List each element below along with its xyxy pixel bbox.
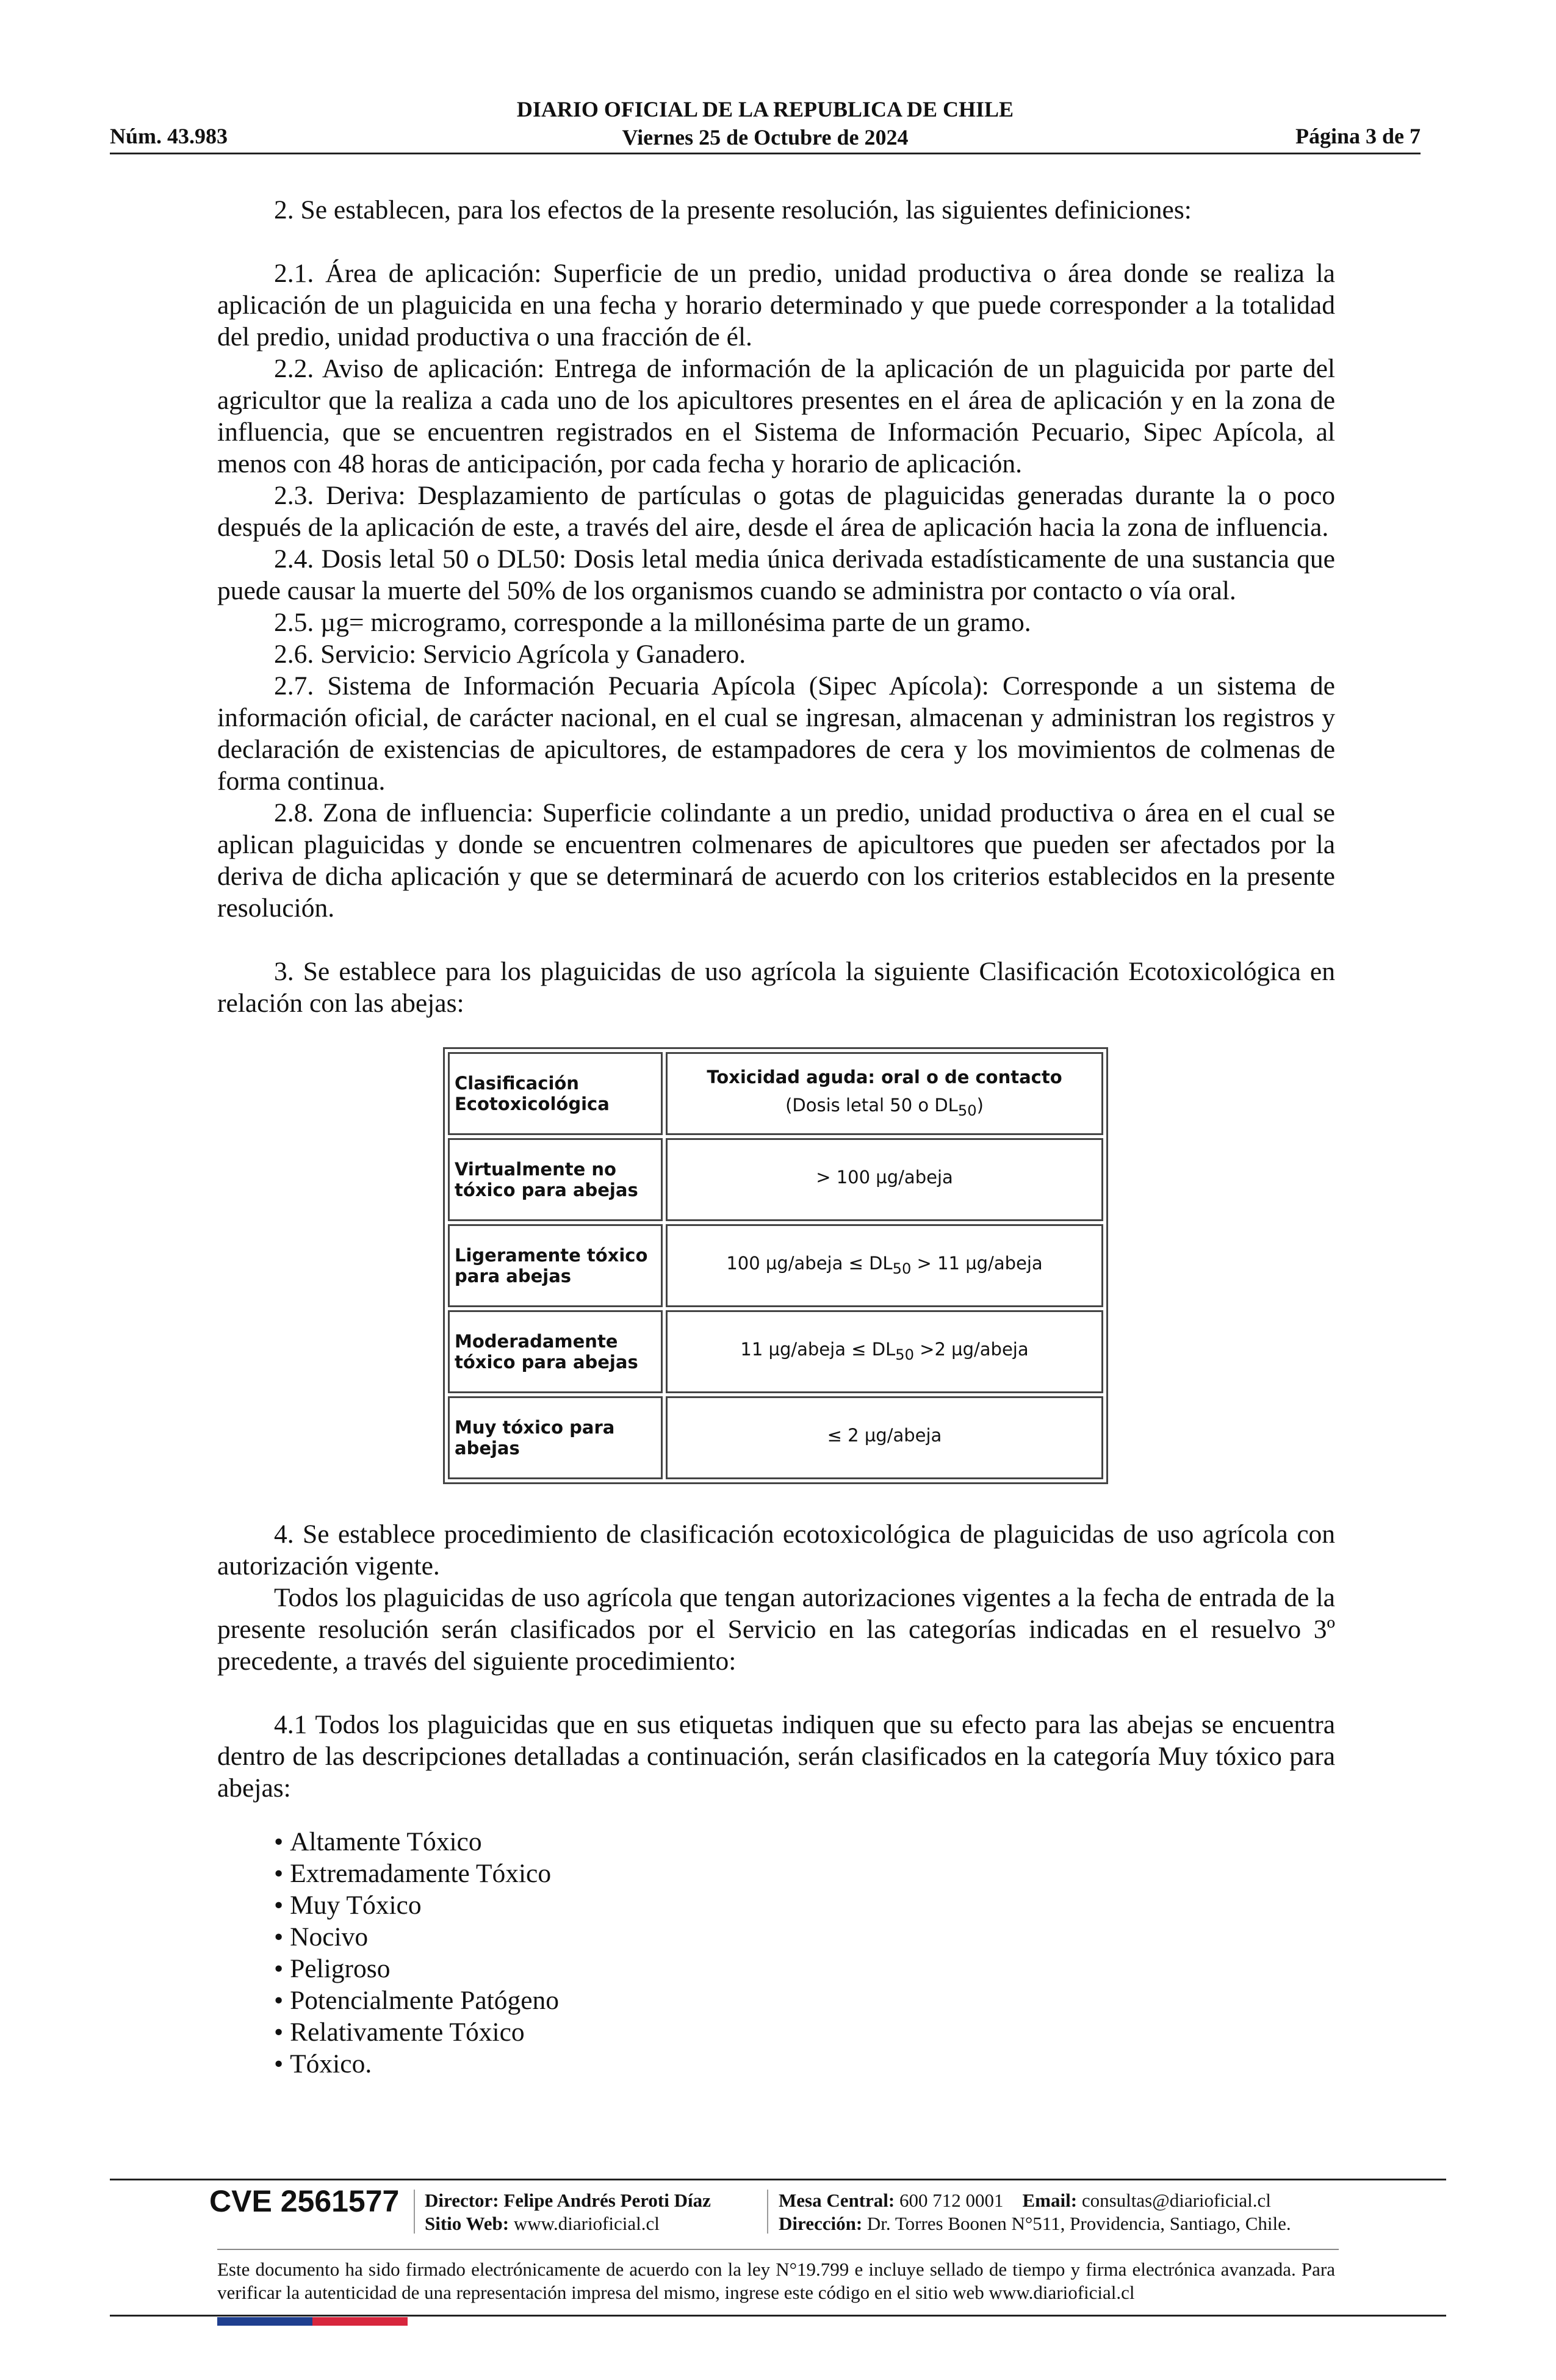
paragraph-4-1: 4.1 Todos los plaguicidas que en sus etiquetas indiquen que su efecto para las abejas se encuentra dentro de las descripciones detalladas a continuación, serán clasificados en la categoría Muy tóxico para abejas: bbox=[217, 1710, 1335, 1803]
email-link[interactable]: consultas@diarioficial.cl bbox=[1081, 2190, 1271, 2211]
threshold-cell: 11 µg/abeja ≤ $DL_{50} >2$ µg/abeja bbox=[666, 1310, 1103, 1393]
table-header-toxicity bbox=[666, 1052, 1103, 1135]
toxicity-header-title: Toxicidad aguda: oral o de contacto bbox=[707, 1066, 1062, 1087]
definition-2-4: 2.4. Dosis letal 50 o DL50: Dosis letal media única derivada estadísticamente de una sustancia que puede causar la muerte del 50% de los organismos cuando se administra por contacto o vía oral. bbox=[217, 544, 1335, 605]
publication-title: DIARIO OFICIAL DE LA REPUBLICA DE CHILE bbox=[516, 97, 1014, 121]
table-row bbox=[448, 1310, 1103, 1393]
category-cell: Muy tóxico para abejas bbox=[448, 1396, 663, 1479]
definition-2-3: 2.3. Deriva: Desplazamiento de partículas o gotas de plaguicidas generadas durante la o poco después de la aplicación de este, a través del aire, desde el área de aplicación hacia la zona de influencia. bbox=[217, 481, 1335, 542]
list-item: • Relativamente Tóxico bbox=[274, 2016, 1335, 2048]
flag-stripe-blue bbox=[217, 2317, 312, 2326]
category-cell: Ligeramente tóxico para abejas bbox=[448, 1224, 663, 1307]
address: Dr. Torres Boonen N°511, Providencia, Santiago, Chile. bbox=[866, 2213, 1291, 2234]
paragraph-3: 3. Se establece para los plaguicidas de uso agrícola la siguiente Clasificación Ecotoxicológica en relación con las abejas: bbox=[217, 957, 1335, 1018]
header-center bbox=[110, 95, 1421, 151]
paragraph-4-procedure: Todos los plaguicidas de uso agrícola que tengan autorizaciones vigentes a la fecha de entrada de la presente resolución serán clasificados por el Servicio en las categorías indicadas en el resuelvo 3º precedente, a través del siguiente procedimiento: bbox=[217, 1583, 1335, 1676]
footer-divider bbox=[414, 2190, 415, 2234]
list-item: • Potencialmente Patógeno bbox=[274, 1985, 1335, 2016]
definition-2-1: 2.1. Área de aplicación: Superficie de un predio, unidad productiva o área donde se realiza la aplicación de un plaguicida en una fecha y horario determinado y que puede corresponder a la totalidad del predio, unidad productiva o una fracción de él. bbox=[217, 259, 1335, 352]
issue-number: Núm. 43.983 bbox=[110, 124, 228, 148]
page-indicator: Página 3 de 7 bbox=[1295, 124, 1421, 148]
document-body bbox=[217, 194, 1335, 2080]
list-item: • Peligroso bbox=[274, 1953, 1335, 1985]
footer-bottom-rule bbox=[110, 2315, 1446, 2317]
category-cell: Moderadamente tóxico para abejas bbox=[448, 1310, 663, 1393]
label-terms-list bbox=[274, 1826, 1335, 2080]
table-row bbox=[448, 1138, 1103, 1221]
publication-date: Viernes 25 de Octubre de 2024 bbox=[622, 125, 909, 150]
definition-2-2: 2.2. Aviso de aplicación: Entrega de información de la aplicación de un plaguicida por parte del agricultor que la realiza a cada uno de los apicultores presentes en el área de aplicación y en la zona de influencia, que se encuentren registrados en el Sistema de Información Pecuario, Sipec Apícola, al menos con 48 horas de anticipación, por cada fecha y horario de aplicación. bbox=[217, 354, 1335, 478]
list-item: • Extremadamente Tóxico bbox=[274, 1858, 1335, 1889]
definition-2-8: 2.8. Zona de influencia: Superficie colindante a un predio, unidad productiva o área en el cual se aplican plaguicidas y donde se encuentren colmenares de apicultores que pueden ser afectados por la deriva de dicha aplicación y que se determinará de acuerdo con los criterios establecidos en la presente resolución. bbox=[217, 798, 1335, 923]
footer-director-block: Director: Felipe Andrés Peroti Díaz Sitio Web: www.diarioficial.cl bbox=[425, 2190, 711, 2234]
cve-code: CVE 2561577 bbox=[209, 2184, 400, 2218]
phone-number: 600 712 0001 bbox=[899, 2190, 1004, 2211]
toxicity-header-subtitle: (Dosis letal 50 o $DL_{50}$) bbox=[785, 1094, 984, 1119]
signature-disclaimer: Este documento ha sido firmado electrónicamente de acuerdo con la ley N°19.799 e incluye sellado de tiempo y firma electrónica avanzada. Para verificar la autenticidad de una representación impresa del mismo, ingrese este código en el sitio web www.diarioficial.cl bbox=[217, 2259, 1335, 2303]
list-item: • Altamente Tóxico bbox=[274, 1826, 1335, 1858]
definition-2-5: 2.5. µg= microgramo, corresponde a la millonésima parte de un gramo. bbox=[274, 608, 1031, 637]
threshold-cell: 100 µg/abeja ≤ $DL_{50} > 11$ µg/abeja bbox=[666, 1224, 1103, 1307]
paragraph-4: 4. Se establece procedimiento de clasificación ecotoxicológica de plaguicidas de uso agrícola con autorización vigente. bbox=[217, 1520, 1335, 1581]
paragraph-2: 2. Se establecen, para los efectos de la presente resolución, las siguientes definiciones: bbox=[274, 195, 1192, 225]
footer-contact-block: Mesa Central: 600 712 0001 Email: consultas@diarioficial.cl Dirección: Dr. Torres Boonen N°511, Providencia, Santiago, Chile. bbox=[779, 2190, 1291, 2234]
classification-table-wrapper bbox=[443, 1047, 1108, 1484]
category-cell: Virtualmente no tóxico para abejas bbox=[448, 1138, 663, 1221]
list-item: • Tóxico. bbox=[274, 2048, 1335, 2080]
classification-table bbox=[443, 1047, 1108, 1484]
footer-top-rule bbox=[110, 2179, 1446, 2180]
flag-stripe-red bbox=[312, 2317, 408, 2326]
table-header-classification: Clasificación Ecotoxicológica bbox=[448, 1052, 663, 1135]
threshold-cell: > 100 µg/abeja bbox=[666, 1138, 1103, 1221]
footer-thin-rule bbox=[217, 2249, 1339, 2250]
table-row bbox=[448, 1224, 1103, 1307]
page-header bbox=[110, 93, 1421, 154]
table-header-row bbox=[448, 1052, 1103, 1135]
definition-2-7: 2.7. Sistema de Información Pecuaria Apícola (Sipec Apícola): Corresponde a un sistema de información oficial, de carácter nacional, en el cual se ingresan, almacenan y administran los registros y declaración de existencias de apicultores, de estampadores de cera y los movimientos de colmenas de forma continua. bbox=[217, 671, 1335, 796]
list-item: • Nocivo bbox=[274, 1921, 1335, 1953]
table-row bbox=[448, 1396, 1103, 1479]
director-name: Felipe Andrés Peroti Díaz bbox=[503, 2190, 711, 2211]
definition-2-6: 2.6. Servicio: Servicio Agrícola y Ganadero. bbox=[274, 640, 746, 669]
footer-divider bbox=[767, 2190, 768, 2234]
threshold-cell: ≤ 2 µg/abeja bbox=[666, 1396, 1103, 1479]
website-link[interactable]: www.diarioficial.cl bbox=[513, 2213, 660, 2234]
list-item: • Muy Tóxico bbox=[274, 1889, 1335, 1921]
